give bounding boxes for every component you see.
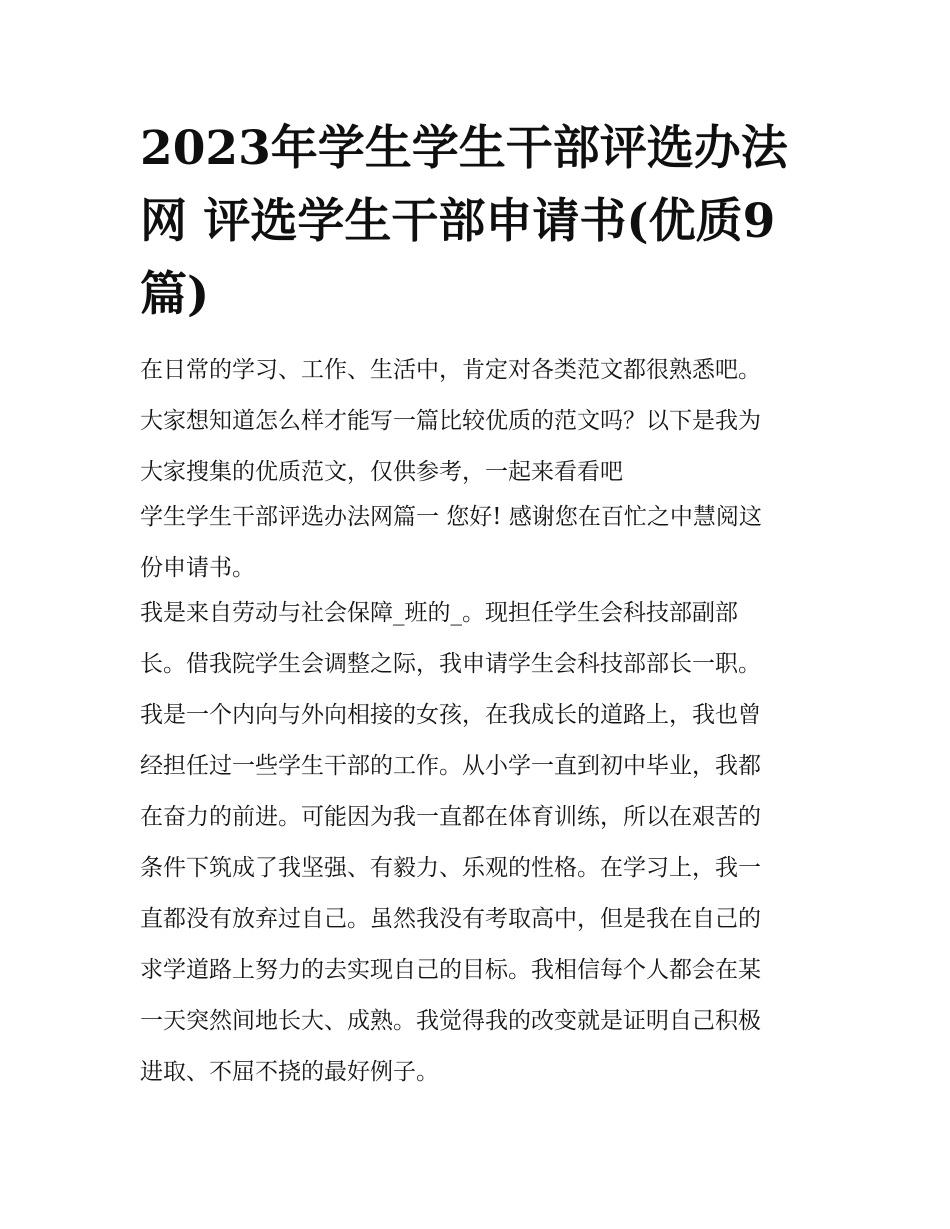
title-line: 2023年学生学生干部评选办法: [140, 121, 788, 176]
title-line: 网 评选学生干部申请书(优质9: [140, 194, 776, 249]
text-line: 学生学生干部评选办法网篇一 您好! 感谢您在百忙之中慧阅这: [140, 504, 762, 530]
text-line: 求学道路上努力的去实现自己的目标。我相信每个人都会在某: [140, 957, 761, 983]
text-line: 直都没有放弃过自己。虽然我没有考取高中，但是我在自己的: [140, 906, 761, 932]
text-line: 份申请书。: [140, 555, 255, 581]
text-line: 在日常的学习、工作、生活中，肯定对各类范文都很熟悉吧。: [140, 357, 761, 383]
text-line: 经担任过一些学生干部的工作。从小学一直到初中毕业，我都: [140, 753, 761, 779]
text-line: 大家搜集的优质范文，仅供参考，一起来看看吧: [140, 459, 623, 485]
title-line: 篇): [140, 267, 210, 322]
text-line: 一天突然间地长大、成熟。我觉得我的改变就是证明自己积极: [140, 1008, 761, 1034]
text-line: 大家想知道怎么样才能写一篇比较优质的范文吗？以下是我为: [140, 408, 761, 434]
text-line: 长。借我院学生会调整之际，我申请学生会科技部部长一职。: [140, 651, 761, 677]
text-line: 在奋力的前进。可能因为我一直都在体育训练，所以在艰苦的: [140, 804, 761, 830]
text-line: 我是一个内向与外向相接的女孩，在我成长的道路上，我也曾: [140, 702, 761, 728]
body-text: [140, 353, 840, 1106]
page-title: [140, 112, 840, 331]
text-line: 条件下筑成了我坚强、有毅力、乐观的性格。在学习上，我一: [140, 855, 761, 881]
text-line: 进取、不屈不挠的最好例子。: [140, 1059, 439, 1085]
text-line: 我是来自劳动与社会保障_班的_。现担任学生会科技部副部: [140, 600, 738, 626]
